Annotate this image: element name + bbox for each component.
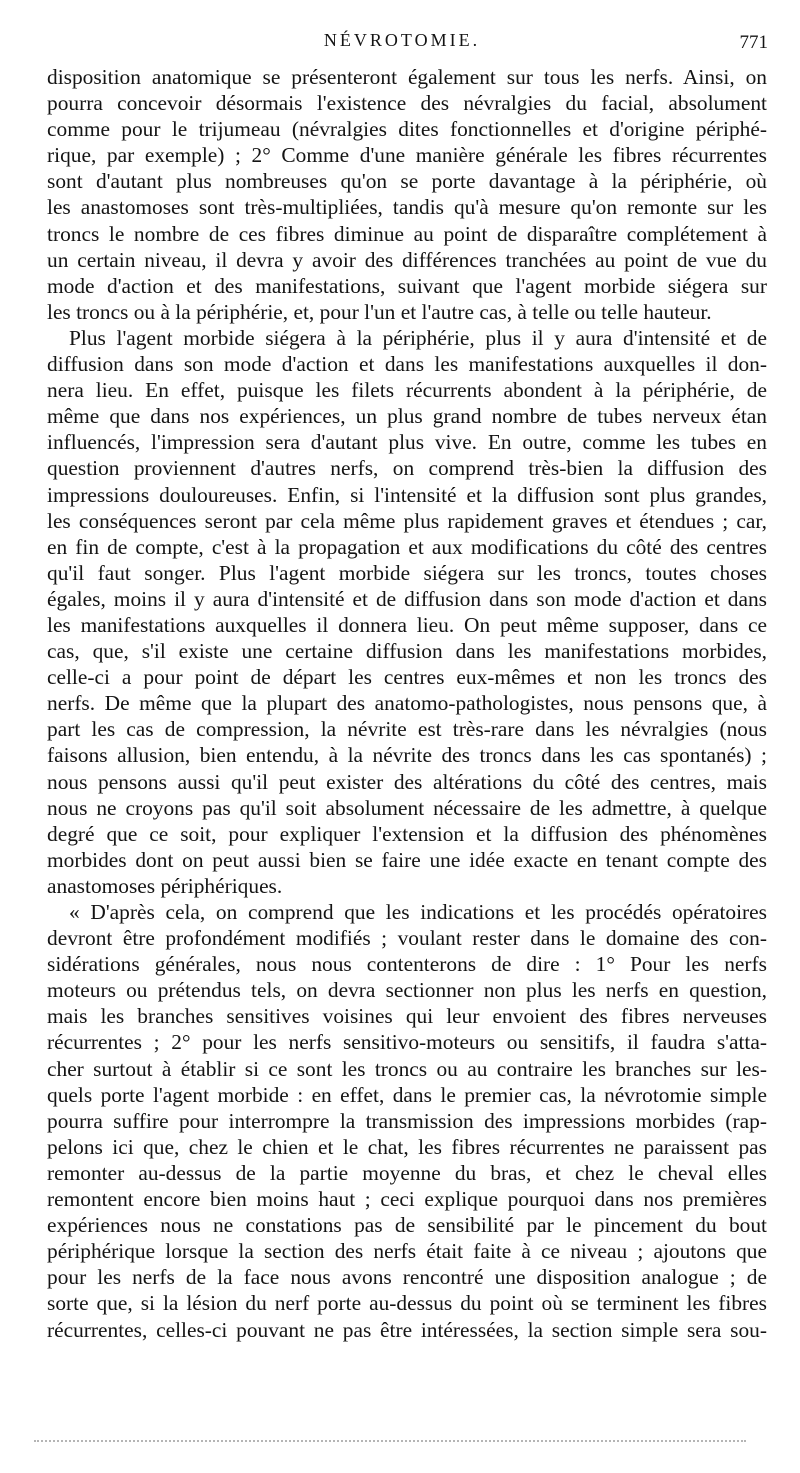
text-line: expériences nous ne constations pas de sensibilité par le pincement du bout: [47, 1213, 767, 1238]
text-line: en fin de compte, c'est à la propagation et aux modifications du côté des centres: [47, 534, 767, 559]
text-line: pourra concevoir désormais l'existence des névralgies du facial, absolument: [47, 91, 767, 116]
text-line: rique, par exemple) ; 2° Comme d'une manière générale les fibres récurrentes: [47, 143, 767, 168]
text-line: égales, moins il y aura d'intensité et de diffusion dans son mode d'action et dans: [47, 586, 767, 611]
text-line: troncs le nombre de ces fibres diminue au point de disparaître complétement à: [47, 221, 767, 246]
text-line: pourra suffire pour interrompre la transmission des impressions morbides (rap-: [47, 1108, 767, 1133]
text-line: nous ne croyons pas qu'il soit absolument nécessaire de les admettre, à quelque: [47, 795, 767, 820]
text-line: part les cas de compression, la névrite est très-rare dans les névralgies (nous: [47, 717, 767, 742]
running-title: NÉVROTOMIE.: [323, 30, 481, 50]
text-line: nerfs. De même que la plupart des anatomo-pathologistes, nous pensons que, à: [47, 691, 767, 716]
text-line: cas, que, s'il existe une certaine diffusion dans les manifestations morbides,: [47, 639, 767, 664]
text-line: diffusion dans son mode d'action et dans les manifestations auxquelles il don-: [47, 352, 767, 377]
text-line: disposition anatomique se présenteront également sur tous les nerfs. Ainsi, on: [47, 65, 767, 89]
text-line: les conséquences seront par cela même plus rapidement graves et étendues ; car,: [47, 508, 767, 533]
body-text: [47, 64, 767, 1343]
text-line: morbides dont on peut aussi bien se faire une idée exacte en tenant compte des: [47, 847, 767, 872]
text-line: comme pour le trijumeau (névralgies dites fonctionnelles et d'origine périphé-: [47, 117, 767, 142]
text-line: anastomoses périphériques.: [47, 873, 283, 898]
text-line: récurrentes, celles-ci pouvant ne pas être intéressées, la section simple sera sou-: [47, 1317, 767, 1342]
text-line: moteurs ou prétendus tels, on devra sectionner non plus les nerfs en question,: [47, 978, 767, 1003]
text-line: nera lieu. En effet, puisque les filets récurrents abondent à la périphérie, de: [47, 378, 767, 403]
page-number: 771: [739, 32, 768, 53]
text-line: les anastomoses sont très-multipliées, tandis qu'à mesure qu'on remonte sur les: [47, 195, 767, 220]
text-line: cher surtout à établir si ce sont les troncs ou au contraire les branches sur les-: [47, 1056, 767, 1081]
text-line: devront être profondément modifiés ; voulant rester dans le domaine des con-: [47, 926, 767, 951]
text-line: question proviennent d'autres nerfs, on comprend très-bien la diffusion des: [47, 456, 767, 481]
text-line: « D'après cela, on comprend que les indications et les procédés opératoires: [69, 900, 767, 924]
text-line: un certain niveau, il devra y avoir des différences tranchées au point de vue du: [47, 247, 767, 272]
running-head: [36, 28, 768, 54]
text-line: remontent encore bien moins haut ; ceci explique pourquoi dans nos premières: [47, 1187, 767, 1212]
bottom-rule: [34, 1440, 746, 1442]
text-line: sorte que, si la lésion du nerf porte au-dessus du point où se terminent les fibres: [47, 1291, 767, 1316]
text-line: impressions douloureuses. Enfin, si l'intensité et la diffusion sont plus grandes,: [47, 482, 767, 507]
text-line: qu'il faut songer. Plus l'agent morbide siégera sur les troncs, toutes choses: [47, 560, 767, 585]
text-line: nous pensons aussi qu'il peut exister des altérations du côté des centres, mais: [47, 769, 767, 794]
text-line: même que dans nos expériences, un plus grand nombre de tubes nerveux étan: [47, 404, 767, 429]
text-line: sont d'autant plus nombreuses qu'on se porte davantage à la périphérie, où: [47, 169, 767, 194]
text-line: périphérique lorsque la section des nerfs était faite à ce niveau ; ajoutons que: [47, 1239, 767, 1264]
text-line: pour les nerfs de la face nous avons rencontré une disposition analogue ; de: [47, 1265, 767, 1290]
text-line: mais les branches sensitives voisines qui leur envoient des fibres nerveuses: [47, 1004, 767, 1029]
text-line: sidérations générales, nous nous contenterons de dire : 1° Pour les nerfs: [47, 952, 767, 977]
text-line: Plus l'agent morbide siégera à la périphérie, plus il y aura d'intensité et de: [69, 325, 767, 350]
text-line: les troncs ou à la périphérie, et, pour l'un et l'autre cas, à telle ou telle hauteur.: [47, 299, 712, 324]
text-line: faisons allusion, bien entendu, à la névrite des troncs dans les cas spontanés) ;: [47, 743, 767, 768]
text-line: influencés, l'impression sera d'autant plus vive. En outre, comme les tubes en: [47, 430, 767, 455]
text-line: pelons ici que, chez le chien et le chat, les fibres récurrentes ne paraissent pas: [47, 1134, 767, 1159]
text-line: mode d'action et des manifestations, suivant que l'agent morbide siégera sur: [47, 273, 767, 298]
text-line: récurrentes ; 2° pour les nerfs sensitivo-moteurs ou sensitifs, il faudra s'atta-: [47, 1030, 767, 1055]
text-line: degré que ce soit, pour expliquer l'extension et la diffusion des phénomènes: [47, 821, 767, 846]
text-line: quels porte l'agent morbide : en effet, dans le premier cas, la névrotomie simple: [47, 1082, 767, 1107]
text-line: les manifestations auxquelles il donnera lieu. On peut même supposer, dans ce: [47, 612, 767, 637]
text-line: celle-ci a pour point de départ les centres eux-mêmes et non les troncs des: [47, 665, 767, 690]
text-line: remonter au-dessus de la partie moyenne du bras, et chez le cheval elles: [47, 1160, 767, 1185]
